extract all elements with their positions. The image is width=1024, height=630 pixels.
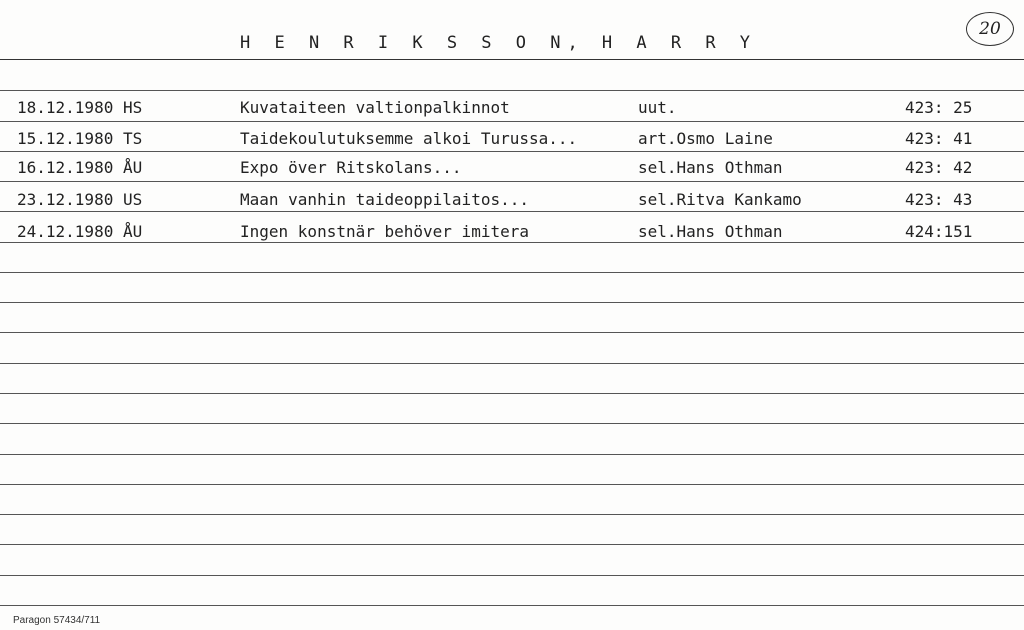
card-number-circled: 20 (966, 12, 1014, 46)
ruled-line (0, 605, 1024, 606)
entry-reference: 423: 25 (905, 98, 973, 117)
ruled-line (0, 121, 1024, 122)
entry-reference: 424:151 (905, 222, 973, 241)
ruled-line (0, 332, 1024, 333)
entry-row (0, 92, 1024, 120)
card-heading-name: H E N R I K S S O N, H A R R Y (240, 33, 758, 53)
ruled-line (0, 302, 1024, 303)
entry-title: Expo över Ritskolans... (240, 158, 462, 177)
ruled-line (0, 393, 1024, 394)
ruled-line (0, 575, 1024, 576)
ruled-line (0, 363, 1024, 364)
entry-author: sel.Hans Othman (638, 158, 783, 177)
entry-date-source: 18.12.1980 HS (17, 98, 143, 117)
ruled-line (0, 544, 1024, 545)
entry-date-source: 24.12.1980 ÅU (17, 222, 143, 241)
ruled-line (0, 454, 1024, 455)
entry-date-source: 23.12.1980 US (17, 190, 143, 209)
entry-title: Kuvataiteen valtionpalkinnot (240, 98, 510, 117)
entry-row (0, 123, 1024, 151)
entry-reference: 423: 43 (905, 190, 973, 209)
entry-author: sel.Hans Othman (638, 222, 783, 241)
header-rule (0, 59, 1024, 60)
entry-title: Maan vanhin taideoppilaitos... (240, 190, 529, 209)
entry-author: art.Osmo Laine (638, 129, 773, 148)
entry-reference: 423: 42 (905, 158, 973, 177)
entry-date-source: 16.12.1980 ÅU (17, 158, 143, 177)
ruled-line (0, 181, 1024, 182)
ruled-line (0, 514, 1024, 515)
entry-date-source: 15.12.1980 TS (17, 129, 143, 148)
card-print-code: Paragon 57434/711 (13, 615, 101, 626)
entry-row (0, 152, 1024, 180)
ruled-line (0, 484, 1024, 485)
entry-reference: 423: 41 (905, 129, 973, 148)
entry-row (0, 184, 1024, 212)
ruled-line (0, 423, 1024, 424)
ruled-line (0, 272, 1024, 273)
entry-row (0, 216, 1024, 244)
ruled-line (0, 90, 1024, 91)
entry-title: Ingen konstnär behöver imitera (240, 222, 529, 241)
entry-author: sel.Ritva Kankamo (638, 190, 802, 209)
entry-title: Taidekoulutuksemme alkoi Turussa... (240, 129, 578, 148)
entry-author: uut. (638, 98, 677, 117)
